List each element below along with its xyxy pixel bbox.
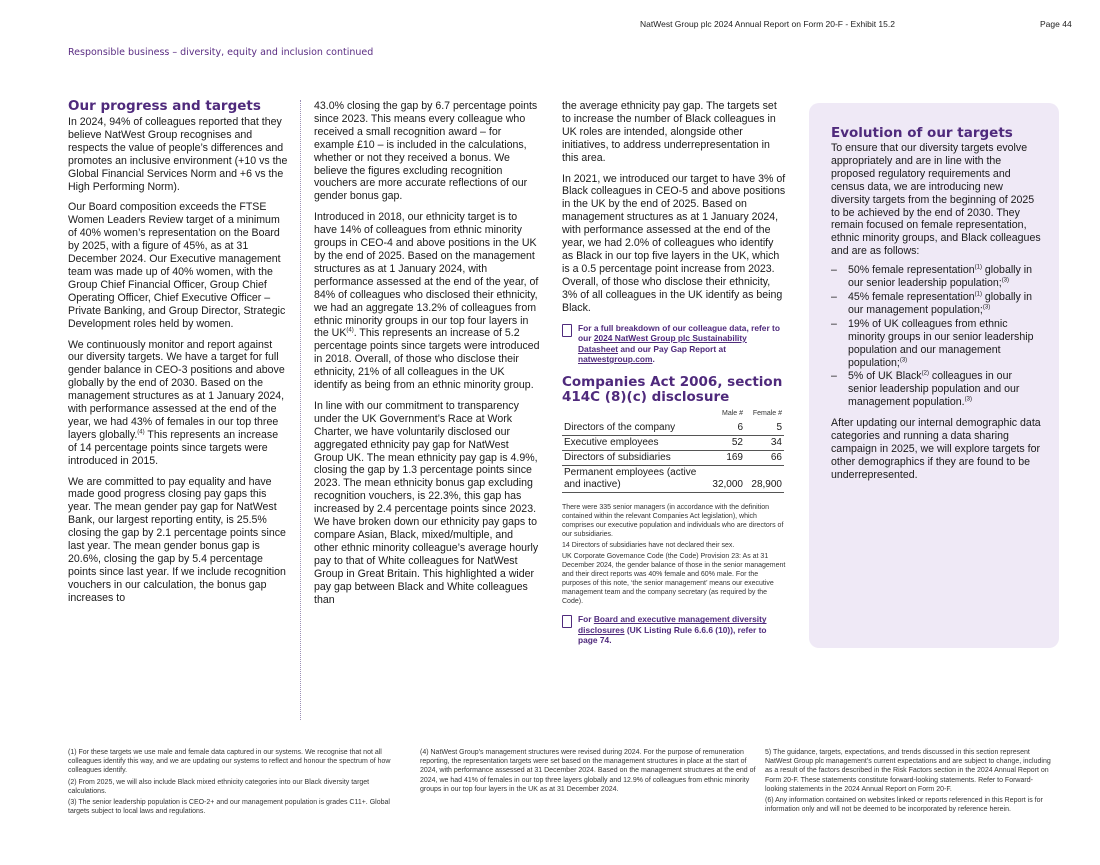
table-header-female: Female # [752,409,782,417]
female-count: 5 [745,421,784,436]
column-divider [300,100,301,720]
footnote-ref: (1) [974,264,982,271]
footnote: (1) For these targets we use male and female data captured in our systems. We recognise that not all colleagues identify this way, and we are updating our systems to reflect and honour the spectrum of how colleagues identify. [68,749,391,775]
text: 5% of UK Black [848,370,922,383]
row-label: Executive employees [562,436,706,451]
table-notes [562,503,787,606]
row-label: Permanent employees (active and inactive) [562,466,706,493]
footnote-ref: (4) [346,327,354,334]
paragraph: We are committed to pay equality and have made good progress closing pay gaps this year. The mean gender pay gap for NatWest Bank, our largest reporting entity, is 25.5% closing the gap by 2.1 percentage points since last year. The mean gender bonus gap is 20.6%, closing the gap by 5.4 percentage points since last year. If we include recognition vouchers in our calculation, the bonus gap increases to [68,475,286,604]
footnote: (3) The senior leadership population is CEO-2+ and our management population is grades C11+. Global targets subject to local laws and regulations. [68,799,390,816]
paragraph: 43.0% closing the gap by 6.7 percentage points since 2023. This means every colleague who received a small recognition award – for example £10 – is included in the calculations, whether or not they received a bonus. We believe the figures excluding recognition vouchers are more accurate reflections of our gender bonus gap. [314,100,538,203]
table-note: 14 Directors of subsidiaries have not declared their sex. [562,542,735,550]
text: 19% of UK colleagues from ethnic minority groups in our senior leadership population and our management population; [848,317,1034,369]
male-count: 6 [706,421,745,436]
target-list [831,264,1041,409]
text: globally in our senior leadership population; [848,264,1033,290]
text: . This represents an increase of 5.2 percentage points since targets were introduced in 2018. Overall, of those who disclose their ethnicity, 21% of all colleagues in the UK identify as being from an ethnic minority group. [314,327,540,392]
female-count: 34 [745,436,784,451]
section-title: Responsible business – diversity, equity and inclusion continued [68,47,374,58]
footnotes-middle [420,748,765,796]
table-row [562,451,784,466]
datasheet-note [562,323,787,365]
datasheet-link[interactable]: 2024 NatWest Group plc Sustainability Datasheet [578,333,747,354]
text: For [578,614,594,625]
male-count: 169 [706,451,745,466]
footnote-ref: (3) [964,396,972,403]
paragraph: the average ethnicity pay gap. The targets set to increase the number of Black colleagues in UK roles are intended, alongside other initiatives, to address underrepresentation in this area. [562,100,777,164]
list-item [831,370,1041,409]
footnote: (4) NatWest Group’s management structures were revised during 2024. For the purpose of remuneration reporting, the representation targets were set based on the management structures in place at the start of 2024, with performance assessed at 31 December 2024. Based on the management structures at the end of 2024, we had 41% of females in our top three layers globally and 12.9% of colleagues from ethnic minority groups in our top four layers in the UK as at 31 December 2024. [420,749,756,793]
evolution-intro: To ensure that our diversity targets evolve appropriately and are in line with the proposed regulatory requirements and census data, we are introducing new diversity targets from the beginning of 2025 to be achieved by the end of 2030. They remain focused on female representation, ethnic minority groups, and Black colleagues and are as follows: [831,142,1041,258]
footnotes-right [765,748,1055,816]
footnote-ref: (3) [982,304,991,311]
text: 50% female representation [848,264,975,277]
page-number: Page 44 [1040,19,1072,29]
text: colleagues in our senior leadership population and our management population. [848,370,1020,409]
footnote: (2) From 2025, we will also include Black mixed ethnicity categories into our Black diversity target calculations. [68,778,370,795]
board-diversity-link[interactable]: Board and executive management diversity disclosures [578,614,767,635]
paragraph: In line with our commitment to transparency under the UK Government’s Race at Work Charter, we have voluntarily disclosed our aggregated ethnicity pay gap for NatWest Group UK. The mean ethnicity pay gap is 4.9%, closing the gap by 1.3 percentage points since 2023. The mean ethnicity bonus gap excluding recognition vouchers, is 22.3%, this gap has increased by 2.4 percentage points since 2023. We have broken down our ethnicity pay gaps to compare Asian, Black, mixed/multiple, and other ethnic minority colleague’s average hourly pay to that of White colleagues for NatWest Group in Great Britain. This highlighted a wider pay gap between Black and White colleagues than [314,399,539,606]
note-text [578,323,787,365]
text: For a full breakdown of our colleague data, refer to our [578,322,780,343]
table-row [562,436,784,451]
note-text [578,614,787,646]
footnote-ref: (1) [974,291,982,298]
text: Introduced in 2018, our ethnicity target is to have 14% of colleagues from ethnic minority groups in CEO-4 and above positions in the UK by the end of 2025. Based on the management structures as at 1 January 2024, with performance assessed at the end of the year, of 84% of colleagues who disclosed their ethnicity, we had an aggregate 13.2% of colleagues from ethnic minority groups in our top four layers in the UK [314,211,539,340]
companies-act-heading: Companies Act 2006, section 414C (8)(c) disclosure [562,373,783,405]
column-1 [68,99,288,613]
row-label: Directors of subsidiaries [562,451,706,466]
list-item [831,318,1041,370]
text: . [652,354,655,364]
table-row [562,421,784,436]
table-note: UK Corporate Governance Code (the Code) Provision 23: As at 31 December 2024, the gender balance of those in the senior management and their direct reports was 40% female and 60% male. For the purposes of this note, ‘the senior management’ means our executive management team and the company secretary (as required by the Code). [562,553,786,606]
website-link[interactable]: natwestgroup.com [578,354,653,364]
text: This represents an increase of 14 percentage points since targets were introduced in 2015. [68,428,279,467]
evolution-heading: Evolution of our targets [831,125,1013,141]
progress-heading: Our progress and targets [68,98,261,114]
footnote-ref: (2) [921,370,929,377]
text: and our Pay Gap Report at [618,343,726,354]
evolution-content [831,126,1041,482]
text: 45% female representation [848,290,975,303]
text: globally in our management population; [848,290,1033,316]
footnote-ref: (4) [137,429,145,436]
report-title: NatWest Group plc 2024 Annual Report on Form 20-F - Exhibit 15.2 [640,19,895,29]
table-row [562,466,784,493]
paragraph [314,211,540,392]
board-diversity-note [562,614,787,646]
table-note: There were 335 senior managers (in accordance with the definition contained within the relevant Companies Act legislation), which comprises our executive population and individuals who are directors of our subsidiaries. [562,504,784,539]
text: (UK Listing Rule 6.6.6 (10)), refer to page 74. [578,624,767,646]
document-icon [562,324,572,337]
female-count: 28,900 [745,466,784,493]
paragraph: Our Board composition exceeds the FTSE Women Leaders Review target of a minimum of 40% women’s representation on the Board by 2025, with a figure of 45%, as at 31 December 2024. Our Executive management team was made up of 40% women, with the Group Chief Financial Officer, Group Chief Operating Officer, Chief Executive Officer – Private Banking, and Group Director, Strategic Development roles held by women. [68,201,286,330]
paragraph: In 2021, we introduced our target to have 3% of Black colleagues in CEO-5 and above positions in the UK by the end of 2025. Based on management structures as at 1 January 2024, with performance assessed at the end of the year, we had 2.0% of colleagues who identify as Black in our top five layers in the UK, which is a 0.5 percentage point increase from 2023. Overall, of those who disclose their ethnicity, 3% of all colleagues in the UK identify as being Black. [562,172,786,314]
male-count: 32,000 [706,466,745,493]
row-label: Directors of the company [562,421,706,436]
female-count: 66 [745,451,784,466]
footnote: 5) The guidance, targets, expectations, and trends discussed in this section represent NatWest Group plc management’s current expectations and are subject to change, including as a result of the factors described in the Risk Factors section in the 2024 Annual Report on Form 20-F. These statements constitute forward-looking statements. Refer to Forward-looking statements in the 2024 Annual Report on Form 20-F. [765,749,1051,793]
footnotes-left [68,748,408,818]
table-header-male: Male # [721,409,743,417]
table-header-row [562,407,784,422]
list-item [831,264,1041,290]
footnote: (6) Any information contained on websites linked or reports referenced in this Report is for information only and will not be deemed to be incorporated by reference herein. [765,797,1043,814]
paragraph: In 2024, 94% of colleagues reported that they believe NatWest Group recognises and respects the value of people’s differences and promotes an inclusive environment (+10 vs the Global Financial Services Norm and +6 vs the High Performing Norm). [68,116,288,193]
disclosure-table [562,407,784,494]
footnote-ref: (3) [1001,277,1010,284]
column-2 [314,100,540,614]
male-count: 52 [706,436,745,451]
column-3 [562,100,787,646]
evolution-outro: After updating our internal demographic data categories and running a data sharing campaign in 2025, we will explore targets for other demographics if they are found to be underrepresented. [831,417,1041,481]
document-icon [562,615,572,628]
text: We continuously monitor and report against our diversity targets. We have a target for full gender balance in CEO-3 positions and above globally by the end of 2030. Based on the management structures as at 1 January 2024, with performance assessed at the end of the year, we had 43% of females in our top three layers globally. [68,338,285,441]
list-item [831,291,1041,317]
footnote-ref: (3) [899,356,908,363]
table-header [562,407,706,422]
paragraph [68,339,288,468]
